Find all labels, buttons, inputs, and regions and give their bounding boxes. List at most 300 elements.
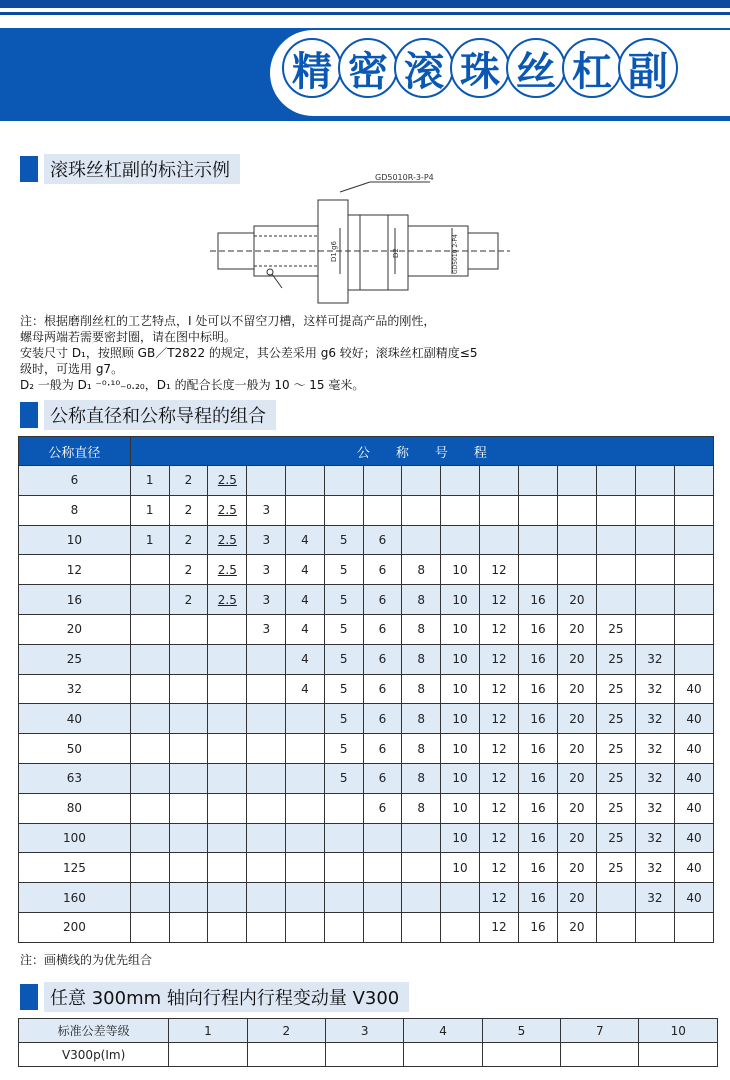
lead-cell: 2 (169, 466, 208, 496)
lead-cell: 10 (441, 734, 480, 764)
lead-cell: 12 (479, 674, 518, 704)
lead-cell: 12 (479, 853, 518, 883)
lead-cell: 10 (441, 674, 480, 704)
lead-cell: 16 (518, 793, 557, 823)
lead-cell (402, 495, 441, 525)
lead-cell (130, 853, 169, 883)
lead-cell (286, 466, 325, 496)
lead-cell (324, 823, 363, 853)
lead-cell: 32 (635, 823, 674, 853)
lead-cell (441, 525, 480, 555)
table-row (19, 912, 714, 942)
lead-cell (286, 853, 325, 883)
lead-cell (247, 853, 286, 883)
lead-cell (247, 823, 286, 853)
lead-cell: 20 (557, 912, 596, 942)
lead-cell: 10 (441, 853, 480, 883)
lead-cell (557, 495, 596, 525)
lead-cell: 8 (402, 793, 441, 823)
lead-cell (441, 495, 480, 525)
lead-cell (247, 466, 286, 496)
lead-cell (441, 466, 480, 496)
diameter-cell: 160 (19, 883, 131, 913)
lead-cell (674, 644, 713, 674)
lead-cell: 32 (635, 704, 674, 734)
lead-cell (130, 823, 169, 853)
lead-cell (169, 763, 208, 793)
lead-cell: 16 (518, 614, 557, 644)
table-row (19, 853, 714, 883)
top-rule (0, 0, 730, 8)
section-heading-combination (20, 401, 276, 429)
lead-cell: 3 (247, 585, 286, 615)
diagram-label-right: GD5010 2-P4 (452, 234, 459, 274)
lead-cell (402, 823, 441, 853)
lead-cell: 10 (441, 585, 480, 615)
diameter-cell: 10 (19, 525, 131, 555)
lead-cell: 10 (441, 555, 480, 585)
table-header-row (19, 437, 714, 466)
lead-cell (208, 644, 247, 674)
lead-cell: 6 (363, 555, 402, 585)
lead-cell (596, 525, 635, 555)
v300-value-cell (639, 1043, 718, 1067)
lead-cell (130, 585, 169, 615)
lead-cell (169, 793, 208, 823)
lead-cell: 16 (518, 734, 557, 764)
lead-cell: 5 (324, 763, 363, 793)
lead-cell (674, 614, 713, 644)
lead-cell: 12 (479, 704, 518, 734)
lead-cell: 1 (130, 495, 169, 525)
diameter-cell: 200 (19, 912, 131, 942)
lead-cell (674, 585, 713, 615)
lead-cell: 6 (363, 674, 402, 704)
lead-cell: 2 (169, 555, 208, 585)
lead-cell: 12 (479, 763, 518, 793)
header-nominal-diameter: 公称直径 (19, 437, 131, 466)
lead-cell (402, 525, 441, 555)
lead-cell (557, 525, 596, 555)
lead-cell: 40 (674, 674, 713, 704)
lead-cell: 25 (596, 674, 635, 704)
v300-value-cell (325, 1043, 403, 1067)
page-title (282, 38, 674, 98)
lead-cell: 6 (363, 525, 402, 555)
lead-cell (208, 883, 247, 913)
lead-cell (208, 823, 247, 853)
lead-cell (596, 585, 635, 615)
table-row (19, 823, 714, 853)
lead-cell (363, 853, 402, 883)
v300-value-cell: 1 (169, 1019, 247, 1043)
title-char: 密 (338, 38, 398, 98)
lead-cell: 2 (169, 585, 208, 615)
lead-cell (169, 704, 208, 734)
lead-cell (169, 734, 208, 764)
lead-cell: 32 (635, 644, 674, 674)
section-heading-annotation (20, 155, 240, 183)
lead-cell: 12 (479, 912, 518, 942)
lead-cell: 2.5 (208, 585, 247, 615)
diagram-label-top: GD5010R-3-P4 (375, 173, 434, 182)
lead-cell: 32 (635, 793, 674, 823)
lead-cell: 3 (247, 525, 286, 555)
v300-value-cell (247, 1043, 325, 1067)
lead-cell (363, 495, 402, 525)
lead-cell: 25 (596, 734, 635, 764)
table-row (19, 793, 714, 823)
table-row (19, 495, 714, 525)
lead-cell (635, 912, 674, 942)
lead-cell: 10 (441, 823, 480, 853)
section-heading-v300 (20, 983, 409, 1011)
lead-cell (130, 614, 169, 644)
lead-cell (130, 793, 169, 823)
lead-cell (130, 912, 169, 942)
title-char: 丝 (506, 38, 566, 98)
lead-cell (286, 704, 325, 734)
lead-cell: 6 (363, 644, 402, 674)
lead-cell (324, 853, 363, 883)
lead-cell (247, 912, 286, 942)
lead-cell: 2.5 (208, 555, 247, 585)
v300-label-cell: 标准公差等级 (19, 1019, 169, 1043)
v300-value-cell (482, 1043, 560, 1067)
lead-cell (208, 734, 247, 764)
lead-cell: 6 (363, 763, 402, 793)
lead-cell (130, 704, 169, 734)
lead-cell (635, 555, 674, 585)
v300-value-cell: 4 (404, 1019, 482, 1043)
title-char: 滚 (394, 38, 454, 98)
diameter-cell: 6 (19, 466, 131, 496)
diameter-cell: 8 (19, 495, 131, 525)
lead-cell: 8 (402, 644, 441, 674)
lead-cell (596, 912, 635, 942)
lead-cell (596, 495, 635, 525)
lead-cell (363, 883, 402, 913)
lead-cell (208, 793, 247, 823)
lead-cell (130, 674, 169, 704)
title-char: 精 (282, 38, 342, 98)
lead-cell: 20 (557, 823, 596, 853)
lead-cell: 40 (674, 734, 713, 764)
table-row (19, 525, 714, 555)
diagram-label-d1: D1 g6 (330, 241, 338, 262)
lead-cell: 8 (402, 555, 441, 585)
lead-cell: 6 (363, 704, 402, 734)
lead-cell (324, 466, 363, 496)
lead-cell: 4 (286, 585, 325, 615)
priority-note: 注：画横线的为优先组合 (20, 953, 153, 967)
lead-cell: 5 (324, 614, 363, 644)
lead-cell: 16 (518, 644, 557, 674)
lead-cell (286, 883, 325, 913)
lead-cell (247, 704, 286, 734)
lead-cell: 16 (518, 763, 557, 793)
lead-cell: 10 (441, 614, 480, 644)
diameter-cell: 16 (19, 585, 131, 615)
lead-cell (169, 674, 208, 704)
table-row (19, 644, 714, 674)
lead-cell: 5 (324, 644, 363, 674)
table-row (19, 704, 714, 734)
title-char: 杠 (562, 38, 622, 98)
v300-table (18, 1018, 718, 1067)
lead-cell (441, 912, 480, 942)
lead-cell (247, 793, 286, 823)
note-line: 安装尺寸 D₁，按照顾 GB／T2822 的规定，其公差采用 g6 较好；滚珠丝杠副精度≤5 (20, 346, 478, 360)
lead-cell (596, 883, 635, 913)
lead-cell: 25 (596, 614, 635, 644)
ball-screw-diagram (210, 170, 510, 305)
table-row (19, 674, 714, 704)
lead-cell (208, 704, 247, 734)
lead-cell: 4 (286, 674, 325, 704)
lead-cell: 32 (635, 734, 674, 764)
section-title: 公称直径和公称导程的组合 (44, 400, 276, 430)
lead-cell (402, 466, 441, 496)
diameter-cell: 12 (19, 555, 131, 585)
lead-cell (674, 555, 713, 585)
lead-cell (441, 883, 480, 913)
lead-cell: 12 (479, 644, 518, 674)
lead-cell (286, 495, 325, 525)
lead-cell (169, 883, 208, 913)
lead-cell (363, 823, 402, 853)
lead-cell: 16 (518, 883, 557, 913)
diameter-cell: 20 (19, 614, 131, 644)
lead-cell (635, 495, 674, 525)
diameter-cell: 32 (19, 674, 131, 704)
lead-cell: 4 (286, 614, 325, 644)
lead-cell: 16 (518, 674, 557, 704)
lead-cell (402, 853, 441, 883)
lead-cell: 12 (479, 883, 518, 913)
lead-cell (286, 912, 325, 942)
lead-cell (169, 853, 208, 883)
lead-cell: 3 (247, 614, 286, 644)
table-row (19, 585, 714, 615)
lead-cell (557, 555, 596, 585)
lead-cell: 16 (518, 704, 557, 734)
lead-cell: 8 (402, 734, 441, 764)
lead-cell: 16 (518, 853, 557, 883)
banner-stripe (0, 118, 730, 121)
lead-cell: 20 (557, 644, 596, 674)
lead-cell (130, 763, 169, 793)
v300-value-cell: 5 (482, 1019, 560, 1043)
lead-cell: 1 (130, 525, 169, 555)
lead-cell (596, 555, 635, 585)
lead-cell (674, 495, 713, 525)
lead-cell (479, 525, 518, 555)
lead-cell (247, 644, 286, 674)
lead-cell (169, 823, 208, 853)
lead-cell (324, 793, 363, 823)
lead-cell (635, 466, 674, 496)
lead-cell: 25 (596, 763, 635, 793)
lead-cell (286, 793, 325, 823)
lead-cell: 25 (596, 644, 635, 674)
lead-cell: 10 (441, 644, 480, 674)
lead-cell: 12 (479, 823, 518, 853)
lead-cell (286, 763, 325, 793)
lead-cell: 2.5 (208, 495, 247, 525)
lead-cell: 2 (169, 495, 208, 525)
lead-cell (479, 495, 518, 525)
lead-cell: 10 (441, 763, 480, 793)
lead-cell (518, 495, 557, 525)
lead-cell: 20 (557, 734, 596, 764)
v300-value-cell: 2 (247, 1019, 325, 1043)
lead-cell (518, 466, 557, 496)
lead-cell: 20 (557, 585, 596, 615)
table-row (19, 466, 714, 496)
lead-cell (247, 763, 286, 793)
lead-cell: 25 (596, 704, 635, 734)
table-row (19, 614, 714, 644)
lead-cell (635, 585, 674, 615)
lead-cell: 25 (596, 823, 635, 853)
diameter-cell: 63 (19, 763, 131, 793)
diameter-cell: 100 (19, 823, 131, 853)
lead-cell (208, 912, 247, 942)
lead-cell: 12 (479, 793, 518, 823)
diameter-cell: 40 (19, 704, 131, 734)
lead-cell (247, 734, 286, 764)
lead-cell (169, 912, 208, 942)
lead-cell: 12 (479, 585, 518, 615)
annotation-note (20, 313, 477, 393)
diameter-cell: 25 (19, 644, 131, 674)
lead-cell: 12 (479, 734, 518, 764)
lead-cell: 5 (324, 555, 363, 585)
v300-value-cell (561, 1043, 639, 1067)
lead-cell (674, 466, 713, 496)
lead-cell: 40 (674, 793, 713, 823)
lead-cell: 10 (441, 704, 480, 734)
v300-row (19, 1019, 718, 1043)
note-line: 级时，可选用 g7。 (20, 362, 124, 376)
lead-cell (674, 912, 713, 942)
v300-value-cell: 7 (561, 1019, 639, 1043)
lead-cell: 3 (247, 555, 286, 585)
lead-cell: 6 (363, 614, 402, 644)
lead-cell (247, 674, 286, 704)
top-rule-thin (0, 12, 730, 15)
lead-cell (286, 734, 325, 764)
lead-cell (286, 823, 325, 853)
lead-cell: 20 (557, 793, 596, 823)
header-nominal-lead: 公 称 号 程 (130, 437, 713, 466)
lead-cell (169, 614, 208, 644)
lead-cell (479, 466, 518, 496)
lead-cell: 1 (130, 466, 169, 496)
note-line: 螺母两端若需要密封圈，请在图中标明。 (20, 330, 237, 344)
lead-cell (130, 555, 169, 585)
v300-value-cell: 10 (639, 1019, 718, 1043)
note-line: 注：根据磨削丝杠的工艺特点，I 处可以不留空刀槽，这样可提高产品的刚性， (20, 314, 436, 328)
lead-cell: 4 (286, 555, 325, 585)
lead-cell: 25 (596, 853, 635, 883)
lead-cell: 16 (518, 823, 557, 853)
section-title: 任意 300mm 轴向行程内行程变动量 V300 (44, 982, 409, 1012)
section-marker (20, 156, 38, 182)
lead-cell: 5 (324, 704, 363, 734)
lead-cell (402, 912, 441, 942)
lead-cell (363, 912, 402, 942)
lead-cell (518, 525, 557, 555)
section-title: 滚珠丝杠副的标注示例 (44, 154, 240, 184)
diameter-cell: 80 (19, 793, 131, 823)
v300-value-cell (169, 1043, 247, 1067)
lead-cell: 8 (402, 674, 441, 704)
lead-cell: 40 (674, 883, 713, 913)
v300-label-cell: V300p(Im) (19, 1043, 169, 1067)
section-marker (20, 984, 38, 1010)
lead-cell: 10 (441, 793, 480, 823)
lead-cell: 25 (596, 793, 635, 823)
lead-cell (324, 495, 363, 525)
lead-cell (674, 525, 713, 555)
lead-cell: 2 (169, 525, 208, 555)
diameter-lead-table (18, 436, 714, 943)
lead-cell: 40 (674, 823, 713, 853)
diameter-cell: 50 (19, 734, 131, 764)
lead-cell (635, 614, 674, 644)
lead-cell (324, 912, 363, 942)
lead-cell (208, 674, 247, 704)
lead-cell: 4 (286, 525, 325, 555)
v300-value-cell: 3 (325, 1019, 403, 1043)
lead-cell (130, 883, 169, 913)
table-row (19, 763, 714, 793)
lead-cell: 12 (479, 614, 518, 644)
lead-cell (169, 644, 208, 674)
lead-cell: 40 (674, 853, 713, 883)
lead-cell: 3 (247, 495, 286, 525)
lead-cell: 5 (324, 525, 363, 555)
lead-cell (130, 734, 169, 764)
lead-cell: 8 (402, 704, 441, 734)
lead-cell: 32 (635, 674, 674, 704)
lead-cell: 8 (402, 614, 441, 644)
lead-cell: 40 (674, 763, 713, 793)
table-row (19, 734, 714, 764)
lead-cell (208, 853, 247, 883)
title-char: 珠 (450, 38, 510, 98)
v300-value-cell (404, 1043, 482, 1067)
lead-cell: 8 (402, 585, 441, 615)
lead-cell: 2.5 (208, 525, 247, 555)
lead-cell: 20 (557, 614, 596, 644)
lead-cell (363, 466, 402, 496)
lead-cell: 5 (324, 674, 363, 704)
lead-cell: 20 (557, 883, 596, 913)
lead-cell: 16 (518, 912, 557, 942)
lead-cell (324, 883, 363, 913)
lead-cell: 40 (674, 704, 713, 734)
lead-cell: 16 (518, 585, 557, 615)
lead-cell (208, 614, 247, 644)
lead-cell: 12 (479, 555, 518, 585)
note-line: D₂ 一般为 D₁ ⁻⁰·¹⁰₋₀.₂₀，D₁ 的配合长度一般为 10 ～ 15 毫米。 (20, 378, 365, 392)
diameter-cell: 125 (19, 853, 131, 883)
lead-cell: 2.5 (208, 466, 247, 496)
lead-cell: 32 (635, 883, 674, 913)
